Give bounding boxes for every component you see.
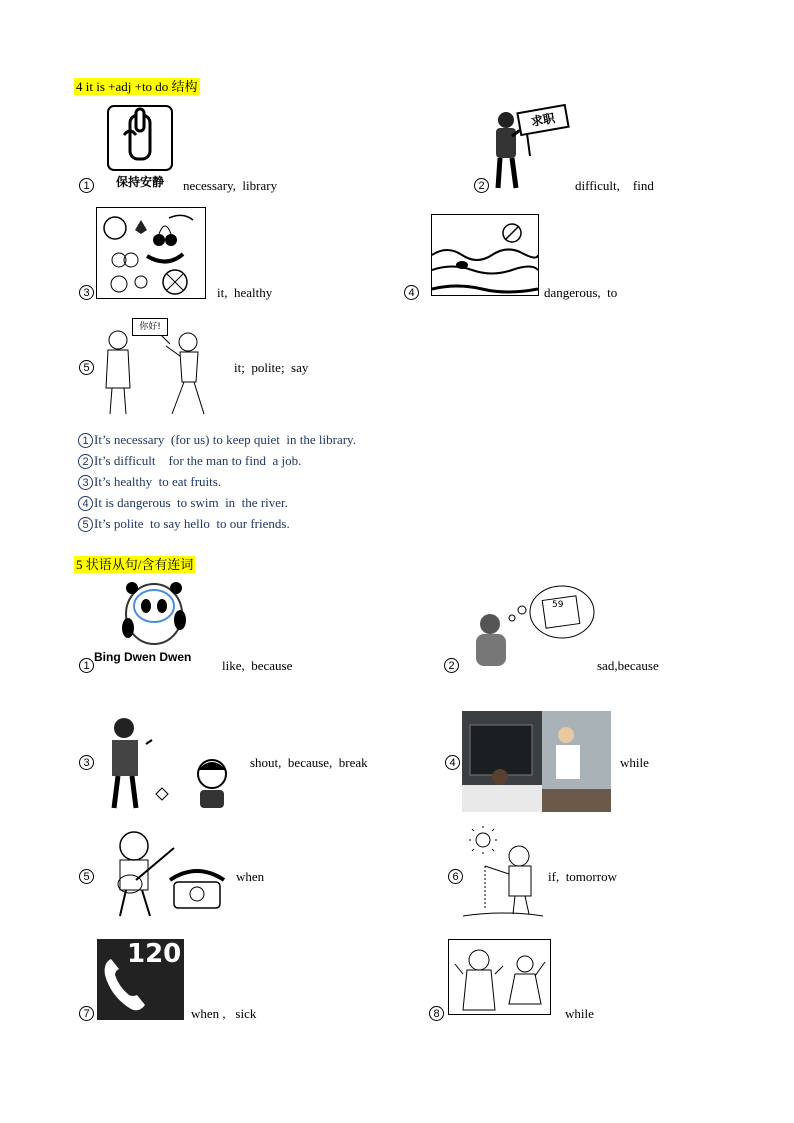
watching-tv-cooking-photo [462,711,611,812]
answer-line [78,453,301,469]
section-4-heading: 4 it is +adj +to do 结构 [76,79,198,94]
sign-text: 保持安静 [115,175,164,189]
item-keywords: dangerous, to [544,285,618,300]
item-number: 3 [79,755,94,770]
speech-bubble: 你好! [132,318,168,336]
mother-daughter-image [448,939,551,1015]
angry-father-broken-window-image [100,714,230,812]
item-number: 1 [79,658,94,673]
greeting-friends-image [100,318,212,420]
item-keywords: like, because [222,658,293,673]
answer-number: 1 [78,433,93,448]
item-keywords: sad,because [597,658,659,673]
answer-line [78,432,356,448]
item-keywords: it; polite; say [234,360,309,375]
no-swimming-river-image [431,214,539,296]
answer-number: 4 [78,496,93,511]
answer-line [78,474,221,490]
answer-text: It’s polite to say hello to our friends. [94,516,290,531]
answer-line [78,495,288,511]
item-number: 4 [445,755,460,770]
item-keywords: if, tomorrow [548,869,617,884]
emergency-phone-120-image [97,939,184,1020]
answer-number: 2 [78,454,93,469]
phone-number-text: 120 [127,939,182,969]
item-number: 3 [79,285,94,300]
image-caption: Bing Dwen Dwen [94,650,192,664]
answer-number: 5 [78,517,93,532]
item-number: 2 [444,658,459,673]
job-seeker-image [490,106,570,192]
keep-quiet-sign-image [106,105,174,191]
item-number: 4 [404,285,419,300]
answer-line [78,516,290,532]
item-keywords: while [565,1006,594,1021]
item-keywords: when , sick [191,1006,257,1021]
item-number: 5 [79,869,94,884]
item-number: 7 [79,1006,94,1021]
answer-number: 3 [78,475,93,490]
item-keywords: while [620,755,649,770]
fruits-image [96,207,206,299]
answer-text: It’s difficult for the man to find a job. [94,453,302,468]
bing-dwen-dwen-image [94,580,212,666]
item-keywords: when [236,869,265,884]
item-number: 8 [429,1006,444,1021]
sign-text: 求职 [516,104,569,136]
item-number: 1 [79,178,94,193]
answer-text: It’s necessary (for us) to keep quiet in the library. [94,432,356,447]
item-number: 6 [448,869,463,884]
boy-guitar-phone-image [104,828,232,918]
sad-student-thinking-image [468,584,596,672]
item-keywords: shout, because, break [250,755,368,770]
item-number: 2 [474,178,489,193]
boy-fishing-sunny-image [463,826,543,924]
answer-text: It’s healthy to eat fruits. [94,474,222,489]
section-5-heading: 5 状语从句/含有连词 [76,557,194,572]
item-number: 5 [79,360,94,375]
answer-text: It is dangerous to swim in the river. [94,495,288,510]
item-keywords: necessary, library [183,178,278,193]
exam-score: 59 [552,600,564,610]
item-keywords: difficult, find [575,178,654,193]
item-keywords: it, healthy [217,285,273,300]
